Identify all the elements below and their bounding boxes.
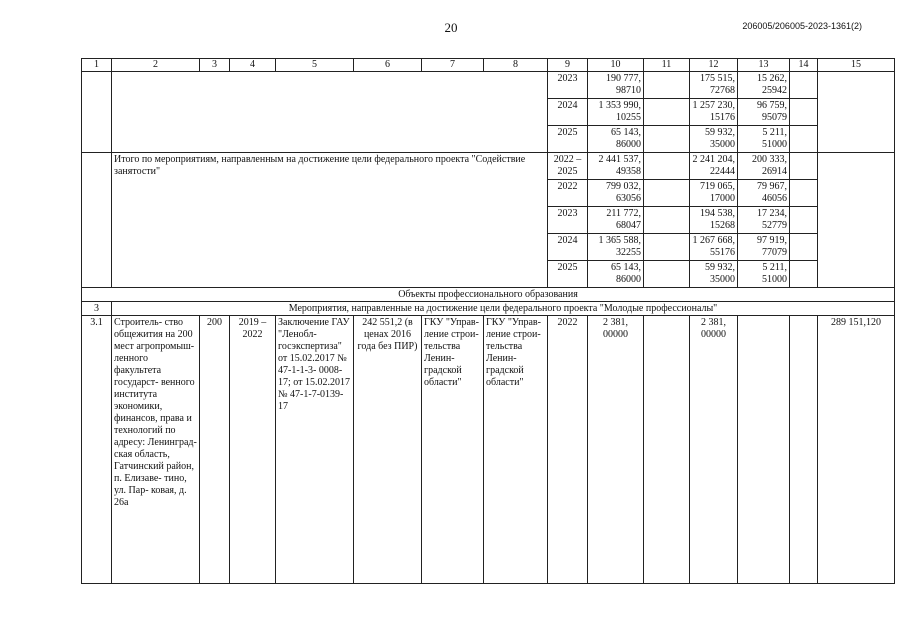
value-cell: 5 211, 51000 [738, 126, 790, 153]
item-conclusion: Заключение ГАУ "Ленобл- госэкспертиза" от 15.02.2017 № 47-1-1-3- 0008-17; от 15.02.2017 № 47-1-7-0139- 17 [276, 316, 354, 584]
col-header: 11 [644, 59, 690, 72]
value-cell: 59 932, 35000 [690, 126, 738, 153]
year-cell: 2022 – 2025 [548, 153, 588, 180]
item-value-15: 289 151,120 [818, 316, 895, 584]
item-year: 2022 [548, 316, 588, 584]
year-cell: 2023 [548, 207, 588, 234]
item-value-10: 2 381, 00000 [588, 316, 644, 584]
section-row [82, 288, 895, 302]
value-cell: 1 365 588, 32255 [588, 234, 644, 261]
value-cell: 719 065, 17000 [690, 180, 738, 207]
value-cell: 97 919, 77079 [738, 234, 790, 261]
value-cell: 190 777, 98710 [588, 72, 644, 99]
col-header: 9 [548, 59, 588, 72]
col-header: 2 [112, 59, 200, 72]
col-header: 6 [354, 59, 422, 72]
year-cell: 2025 [548, 261, 588, 288]
subsection-row [82, 302, 895, 316]
item-capacity: 200 [200, 316, 230, 584]
col-header: 7 [422, 59, 484, 72]
item-customer: ГКУ "Управ- ление строи- тельства Ленин- градской области" [422, 316, 484, 584]
value-cell: 1 353 990, 10255 [588, 99, 644, 126]
value-cell: 17 234, 52779 [738, 207, 790, 234]
col-header: 10 [588, 59, 644, 72]
col-header: 5 [276, 59, 354, 72]
item-number: 3.1 [82, 316, 112, 584]
col-header: 13 [738, 59, 790, 72]
value-cell: 799 032, 63056 [588, 180, 644, 207]
year-cell: 2024 [548, 234, 588, 261]
document-id: 206005/206005-2023-1361(2) [742, 21, 862, 31]
item-cost: 242 551,2 (в ценах 2016 года без ПИР) [354, 316, 422, 584]
col-header: 15 [818, 59, 895, 72]
value-cell: 65 143, 86000 [588, 126, 644, 153]
value-cell: 2 241 204, 22444 [690, 153, 738, 180]
item-period: 2019 – 2022 [230, 316, 276, 584]
value-cell: 79 967, 46056 [738, 180, 790, 207]
value-cell: 1 257 230, 15176 [690, 99, 738, 126]
table-row [82, 72, 895, 99]
value-cell: 96 759, 95079 [738, 99, 790, 126]
item-builder: ГКУ "Управ- ление строи- тельства Ленин- градской области" [484, 316, 548, 584]
value-cell: 59 932, 35000 [690, 261, 738, 288]
col-header: 12 [690, 59, 738, 72]
year-cell: 2023 [548, 72, 588, 99]
subsection-number: 3 [82, 302, 112, 316]
subsection-title: Мероприятия, направленные на достижение цели федерального проекта "Молодые профессионалы" [112, 302, 895, 316]
value-cell: 65 143, 86000 [588, 261, 644, 288]
value-cell: 194 538, 15268 [690, 207, 738, 234]
year-cell: 2025 [548, 126, 588, 153]
col-header: 4 [230, 59, 276, 72]
year-cell: 2022 [548, 180, 588, 207]
column-number-row [82, 59, 895, 72]
item-row [82, 316, 895, 584]
value-cell: 5 211, 51000 [738, 261, 790, 288]
col-header: 3 [200, 59, 230, 72]
col-header: 8 [484, 59, 548, 72]
page-number: 20 [444, 20, 458, 35]
col-header: 14 [790, 59, 818, 72]
value-cell: 175 515, 72768 [690, 72, 738, 99]
year-cell: 2024 [548, 99, 588, 126]
table-row [82, 153, 895, 180]
value-cell: 2 441 537, 49358 [588, 153, 644, 180]
totals-label: Итого по мероприятиям, направленным на достижение цели федерального проекта "Содействие занятости" [112, 153, 548, 288]
value-cell: 15 262, 25942 [738, 72, 790, 99]
item-value-12: 2 381, 00000 [690, 316, 738, 584]
value-cell: 211 772, 68047 [588, 207, 644, 234]
section-title: Объекты профессионального образования [82, 288, 895, 302]
budget-table [81, 58, 895, 584]
value-cell: 200 333, 26914 [738, 153, 790, 180]
item-name: Строитель- ство общежития на 200 мест агропромыш- ленного факультета государст- венного института экономики, финансов, права и технологий по адресу: Ленинград- ская область, Гатчинский район, п. Елизаве- тино, ул. Пар- ковая, д. 26а [112, 316, 200, 584]
value-cell: 1 267 668, 55176 [690, 234, 738, 261]
col-header: 1 [82, 59, 112, 72]
